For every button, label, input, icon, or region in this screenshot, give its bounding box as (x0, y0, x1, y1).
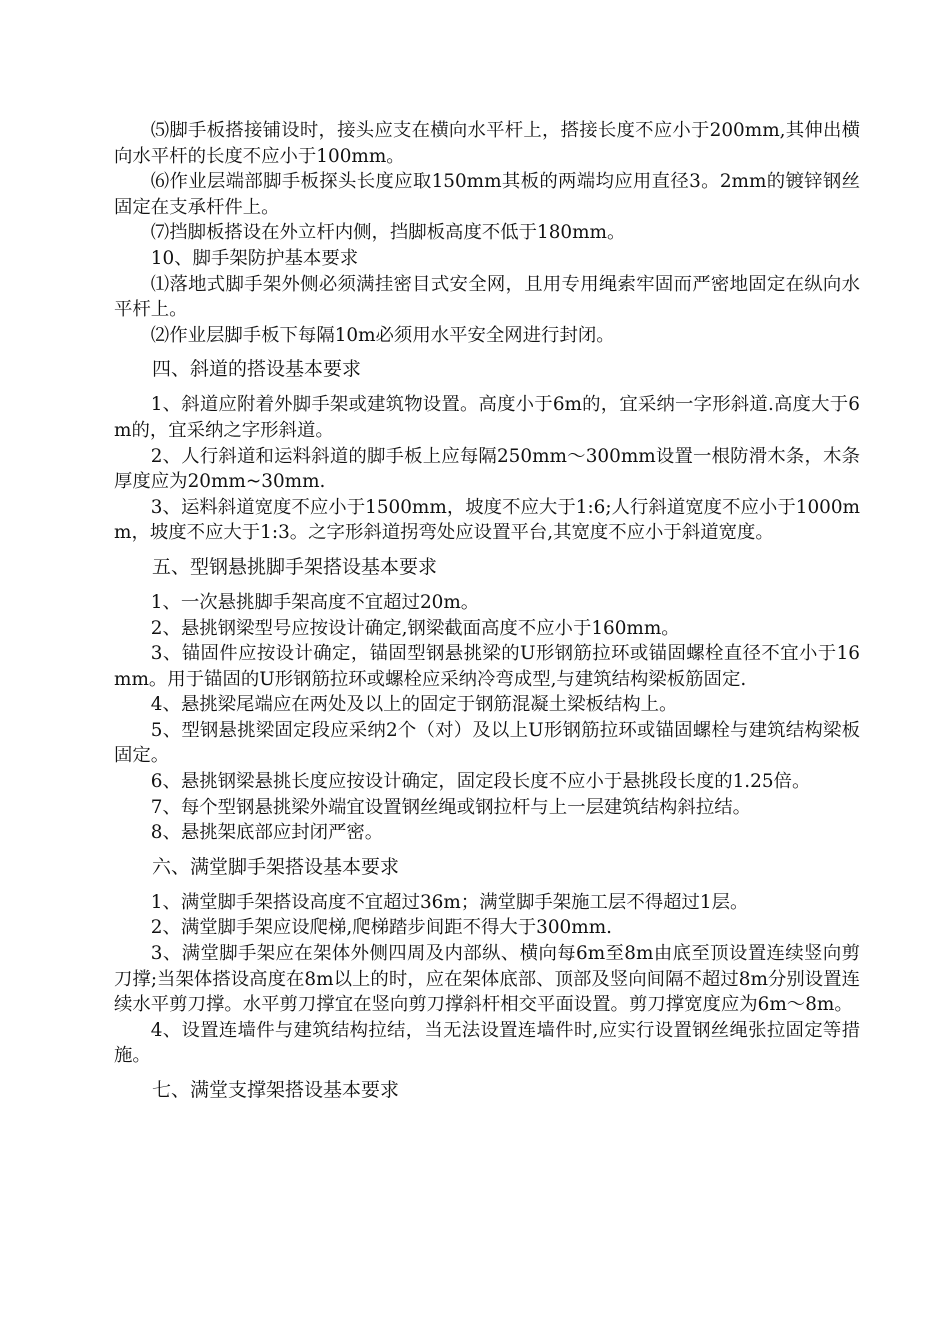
paragraph: 4、悬挑梁尾端应在两处及以上的固定于钢筋混凝土梁板结构上。 (150, 694, 678, 716)
section-heading: 六、满堂脚手架搭设基本要求 (152, 855, 400, 878)
section-heading: 五、型钢悬挑脚手架搭设基本要求 (152, 555, 438, 578)
paragraph: 6、悬挑钢梁悬挑长度应按设计确定，固定段长度不应小于悬挑段长度的1.25倍。 (150, 771, 811, 793)
paragraph: 4、设置连墙件与建筑结构拉结，当无法设置连墙件时,应实行设置钢丝绳张拉固定等措施。 (114, 1019, 860, 1067)
paragraph: 7、每个型钢悬挑梁外端宜设置钢丝绳或钢拉杆与上一层建筑结构斜拉结。 (150, 796, 751, 818)
document-page (114, 118, 860, 1113)
paragraph: 1、一次悬挑脚手架高度不宜超过20m。 (150, 591, 480, 613)
paragraph: 5、型钢悬挑梁固定段应采纳2个（对）及以上U形钢筋拉环或锚固螺栓与建筑结构梁板固定。 (114, 719, 860, 767)
paragraph: ⑵作业层脚手板下每隔10m必须用水平安全网进行封闭。 (150, 324, 615, 346)
section-heading: 七、满堂支撑架搭设基本要求 (152, 1079, 400, 1101)
paragraph: 8、悬挑架底部应封闭严密。 (150, 822, 384, 844)
section-heading: 四、斜道的搭设基本要求 (152, 358, 362, 381)
paragraph: 3、满堂脚手架应在架体外侧四周及内部纵、横向每6m至8m由底至顶设置连续竖向剪刀撑;当架体搭设高度在8m以上的时，应在架体底部、顶部及竖向间隔不超过8m分别设置连续水平剪刀撑。水平剪刀撑宜在竖向剪刀撑斜杆相交平面设置。剪刀撑宽度应为6m～8m。 (114, 943, 860, 1016)
paragraph: 1、斜道应附着外脚手架或建筑物设置。高度小于6m的，宜采纳一字形斜道.高度大于6m的，宜采纳之字形斜道。 (114, 394, 860, 441)
paragraph: 3、锚固件应按设计确定，锚固型钢悬挑梁的U形钢筋拉环或锚固螺栓直径不宜小于16mm。用于锚固的U形钢筋拉环或螺栓应采纳冷弯成型,与建筑结构梁板筋固定. (114, 643, 860, 690)
paragraph: 2、人行斜道和运料斜道的脚手板上应每隔250mm～300mm设置一根防滑木条，木条厚度应为20mm~30mm. (114, 445, 860, 493)
paragraph: 2、满堂脚手架应设爬梯,爬梯踏步间距不得大于300mm. (150, 917, 612, 939)
paragraph: ⑴落地式脚手架外侧必须满挂密目式安全网，且用专用绳索牢固而严密地固定在纵向水平杆上。 (114, 273, 860, 321)
paragraph: ⑺挡脚板搭设在外立杆内侧，挡脚板高度不低于180mm。 (150, 222, 626, 244)
paragraph: ⑹作业层端部脚手板探头长度应取150mm其板的两端均应用直径3。2mm的镀锌钢丝固定在支承杆件上。 (114, 171, 860, 218)
paragraph: 1、满堂脚手架搭设高度不宜超过36m；满堂脚手架施工层不得超过1层。 (150, 891, 749, 913)
paragraph: 2、悬挑钢梁型号应按设计确定,钢梁截面高度不应小于160mm。 (150, 617, 680, 639)
paragraph: 10、脚手架防护基本要求 (150, 247, 359, 269)
paragraph: 3、运料斜道宽度不应小于1500mm，坡度不应大于1:6;人行斜道宽度不应小于1000mm，坡度不应大于1:3。之字形斜道拐弯处应设置平台,其宽度不应小于斜道宽度。 (114, 496, 860, 544)
paragraph: ⑸脚手板搭接铺设时，接头应支在横向水平杆上，搭接长度不应小于200mm,其伸出横向水平杆的长度不应小于100mm。 (114, 120, 860, 167)
